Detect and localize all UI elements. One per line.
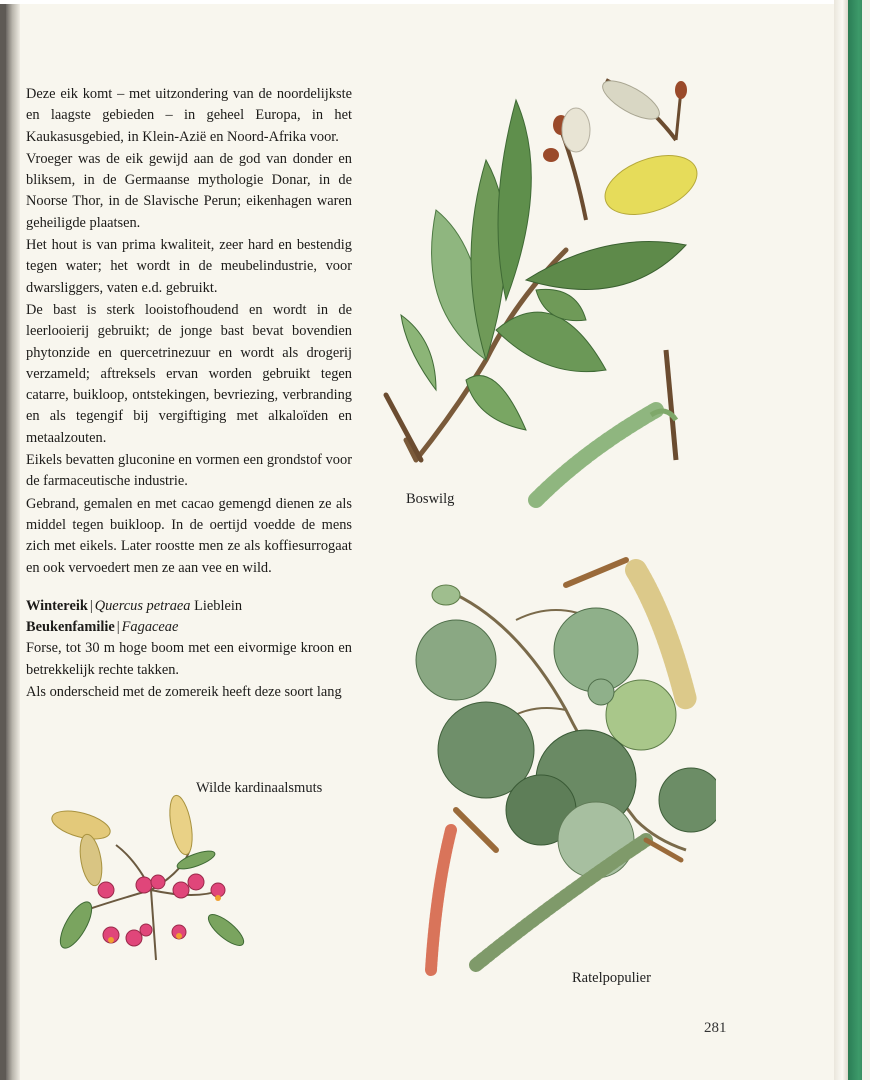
paragraph-mythology: Vroeger was de eik gewijd aan de god van donder en bliksem, in de Germaanse mythologie Donar, in de Noorse Thor, in de Slavische Perun; eikenhagen waren geheiligde plaatsen. [26,150,352,231]
family-separator: | [116,619,120,636]
species-description-1: Forse, tot 30 m hoge boom met een eivormige kroon en betrekkelijk rechte takken. [26,640,352,678]
paragraph-wood: Het hout is van prima kwaliteit, zeer hard en bestendig tegen water; het wordt in de meubelindustrie, voor dwarsliggers, vaten e.d. gebruikt. [26,237,352,296]
page-edge [834,0,848,1080]
species-separator: | [89,597,93,614]
book-page [6,0,834,1080]
caption-kardinaalsmuts: Wilde kardinaalsmuts [196,780,323,796]
species-latin-name: Quercus petraea [94,597,191,614]
body-text-column [26,84,352,704]
kardinaalsmuts-illustration [46,790,256,970]
boswilg-illustration [376,60,716,510]
ratelpopulier-illustration [396,540,716,980]
book-gutter [6,0,20,1080]
caption-ratelpopulier: Ratelpopulier [572,970,651,986]
paragraph-uses: Gebrand, gemalen en met cacao gemengd dienen ze als middel tegen buikloop. In de oertijd voedde de mens zich met eikels. Later roostte men ze als koffiesurrogaat en ook vervoedert men ze aan vee en wild. [26,495,352,576]
species-description-2: Als onderscheid met de zomereik heeft deze soort lang [26,684,342,701]
paragraph-bark: De bast is sterk looistofhoudend en wordt in de leerlooierij gebruikt; de jonge bast bevat bovendien phytonzide en quercetrinezuur en wordt als drogerij verzameld; aftreksels ervan worden gebruikt tegen catarre, buikloop, ontstekingen, bevriezing, verbranding en als tegengif bij vergiftiging met alkaloïden en metaalzouten. [26,301,352,446]
species-author: Lieblein [194,597,243,614]
species-heading-block [26,596,352,703]
background-strip [862,0,870,1080]
page-number: 281 [704,1020,727,1036]
species-name-line [26,596,352,617]
family-line [26,617,352,638]
caption-boswilg: Boswilg [406,491,455,507]
paragraph-distribution: Deze eik komt – met uitzondering van de noordelijkste en laagste gebieden – in geheel Europa, in het Kaukasusgebied, in Klein-Azië en Noord-Afrika voor. [26,86,352,145]
page-top-edge [0,0,870,4]
family-latin-name: Fagaceae [121,619,179,636]
species-name: Wintereik [26,597,88,614]
paragraph-acorns: Eikels bevatten gluconine en vormen een grondstof voor de farmaceutische industrie. [26,452,352,490]
family-name: Beukenfamilie [26,619,115,636]
